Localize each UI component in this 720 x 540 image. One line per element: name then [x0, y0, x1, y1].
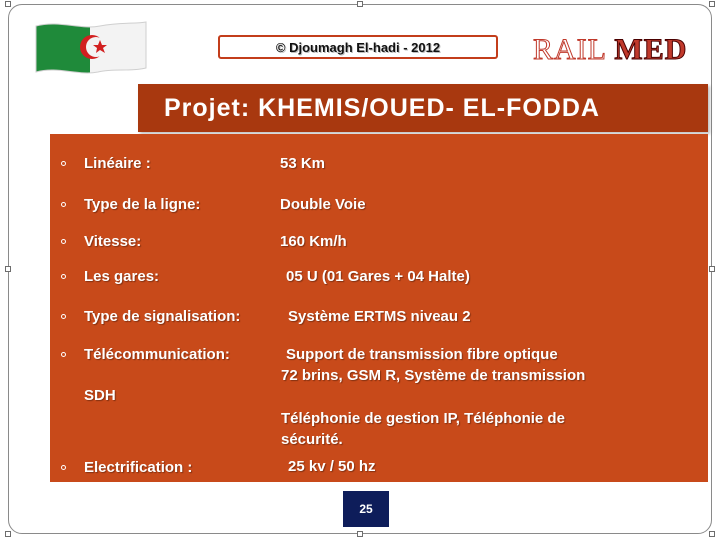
resize-handle-top-center[interactable] [357, 1, 363, 7]
page-number-badge: 25 [343, 491, 389, 527]
item-label-signalisation: Type de signalisation: [84, 308, 241, 325]
item-label-telecom: Télécommunication: [84, 346, 230, 363]
item-value-telecom-line1: Support de transmission fibre optique [286, 346, 558, 363]
resize-handle-top-left[interactable] [5, 1, 11, 7]
item-value-telecom-line5: sécurité. [281, 431, 343, 448]
resize-handle-middle-left[interactable] [5, 266, 11, 272]
resize-handle-middle-right[interactable] [709, 266, 715, 272]
item-value-vitesse: 160 Km/h [280, 233, 347, 250]
bullet-icon [61, 161, 66, 166]
item-value-telecom-line4: Téléphonie de gestion IP, Téléphonie de [281, 410, 565, 427]
resize-handle-bottom-center[interactable] [357, 531, 363, 537]
algeria-flag-image [30, 18, 150, 76]
item-value-electrification: 25 kv / 50 hz [288, 458, 376, 475]
item-value-signalisation: Système ERTMS niveau 2 [288, 308, 471, 325]
copyright-label: © Djoumagh El-hadi - 2012 [218, 35, 498, 59]
item-label-electrification: Electrification : [84, 459, 193, 476]
resize-handle-top-right[interactable] [709, 1, 715, 7]
item-value-lineaire: 53 Km [280, 155, 326, 172]
bullet-icon [61, 352, 66, 357]
logo-med-text: MED [614, 33, 688, 66]
bullet-icon [61, 314, 66, 319]
resize-handle-bottom-left[interactable] [5, 531, 11, 537]
bullet-icon [61, 274, 66, 279]
item-value-type-ligne: Double Voie [280, 196, 366, 213]
bullet-icon [61, 239, 66, 244]
bullet-icon [61, 465, 66, 470]
bullet-icon [61, 202, 66, 207]
railmed-logo [533, 33, 687, 67]
item-label-type-ligne: Type de la ligne: [84, 196, 201, 213]
resize-handle-bottom-right[interactable] [709, 531, 715, 537]
slide-title: Projet: KHEMIS/OUED- EL-FODDA [164, 94, 600, 122]
item-label-vitesse: Vitesse: [84, 233, 142, 250]
item-label-gares: Les gares: [84, 268, 160, 285]
logo-rail-text: RAIL [533, 33, 606, 66]
item-value-telecom-line3: SDH [84, 387, 116, 404]
item-value-telecom-line2: 72 brins, GSM R, Système de transmission [281, 367, 586, 384]
item-label-lineaire: Linéaire : [84, 155, 151, 172]
item-value-gares: 05 U (01 Gares + 04 Halte) [286, 268, 470, 285]
